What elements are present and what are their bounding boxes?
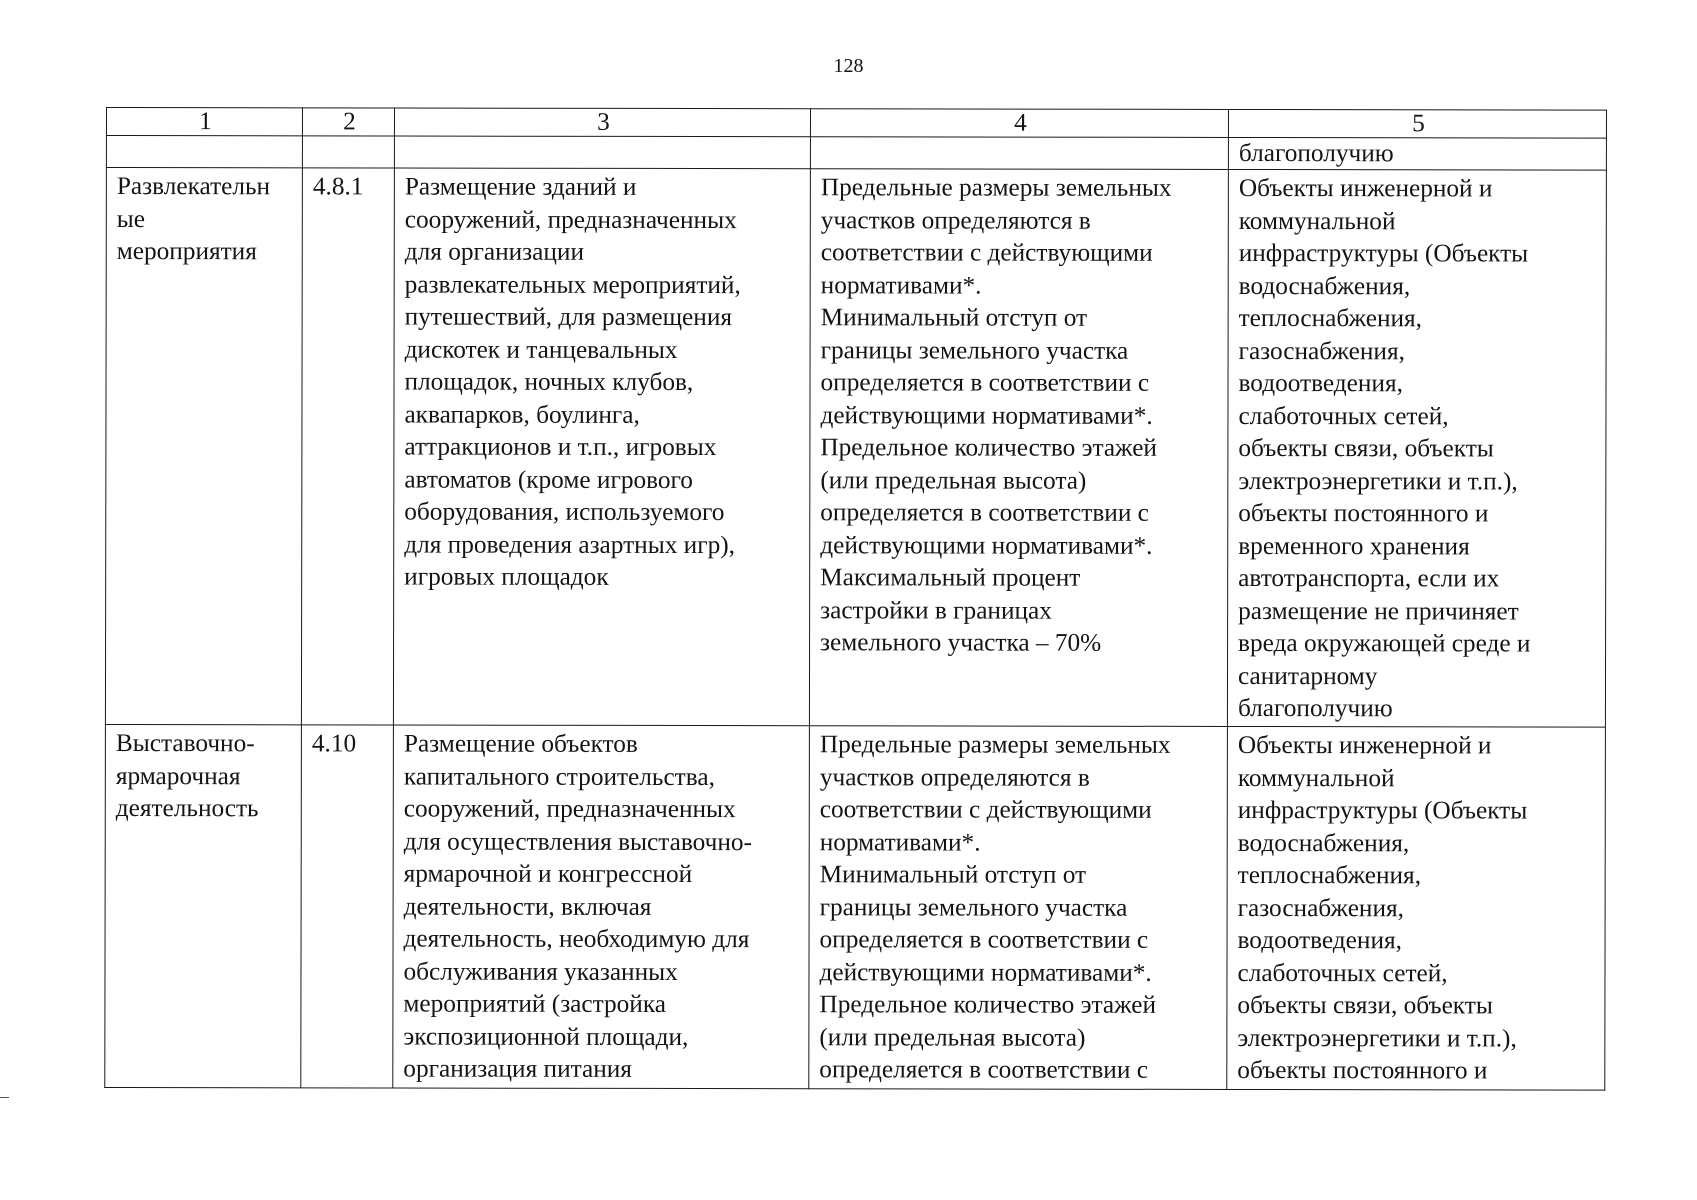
text-line: для организации (404, 237, 585, 266)
text-line: определяется в соответствии с (819, 1055, 1148, 1084)
text-line: водоотведения, (1237, 925, 1402, 955)
column-number-4: 4 (810, 109, 1228, 138)
column-number-5: 5 (1228, 109, 1606, 138)
carryover-cell-3 (394, 136, 810, 169)
text-line: коммунальной (1237, 763, 1395, 792)
text-line: слаботочных сетей, (1238, 401, 1449, 430)
text-line: объекты постоянного и (1238, 498, 1489, 528)
text-line: коммунальной (1238, 206, 1396, 235)
text-line: Максимальный процент (820, 563, 1081, 592)
use-type-parameters (809, 169, 1228, 727)
text-line: мероприятия (116, 237, 257, 266)
text-line: (или предельная высота) (820, 465, 1087, 495)
column-number-3: 3 (394, 108, 810, 137)
use-type-description (393, 725, 810, 1089)
text-line: определяется в соответствии с (819, 925, 1149, 954)
text-line: оборудования, используемого (404, 497, 725, 527)
text-line: электроэнергетики и т.п.), (1238, 466, 1518, 495)
text-line: ые (116, 204, 146, 233)
use-type-parameters (809, 726, 1228, 1090)
text-line: действующими нормативами*. (819, 957, 1152, 987)
text-line: автоматов (кроме игрового (404, 465, 693, 494)
page-number: 128 (833, 55, 864, 77)
text-line: Выставочно- (115, 729, 255, 758)
text-line: Предельное количество этажей (820, 433, 1158, 462)
text-line: Развлекательн (116, 172, 271, 201)
text-line: вреда окружающей среде и (1238, 628, 1531, 658)
text-line: участков определяются в (819, 762, 1090, 792)
text-line: капитального строительства, (403, 762, 715, 791)
text-line: деятельности, включая (403, 892, 652, 921)
text-line: организация питания (403, 1054, 632, 1083)
text-line: водоотведения, (1238, 368, 1403, 398)
text-line: водоснабжения, (1238, 271, 1411, 300)
text-line: (или предельная высота) (819, 1022, 1086, 1052)
text-line: определяется в соответствии с (820, 368, 1150, 397)
text-line: ярмарочная (115, 761, 241, 790)
text-line: границы земельного участка (819, 892, 1128, 922)
text-line: сооружений, предназначенных (403, 794, 736, 824)
carryover-row (106, 136, 1606, 171)
text-line: автотранспорта, если их (1238, 563, 1500, 593)
text-line: экспозиционной площади, (403, 1022, 689, 1051)
text-line: деятельность, необходимую для (403, 924, 750, 954)
text-line: определяется в соответствии с (820, 498, 1149, 527)
text-line: Предельное количество этажей (819, 990, 1157, 1019)
auxiliary-uses (1227, 726, 1606, 1090)
text-line: газоснабжения, (1237, 893, 1405, 922)
auxiliary-uses (1227, 169, 1606, 727)
text-line: аквапарков, боулинга, (404, 400, 640, 429)
text-line: инфраструктуры (Объекты (1238, 238, 1529, 268)
text-line: аттракционов и т.п., игровых (404, 432, 717, 462)
text-line: теплоснабжения, (1238, 303, 1423, 333)
table-row (105, 168, 1606, 728)
text-line: ярмарочной и конгрессной (403, 859, 693, 889)
text-line: игровых площадок (404, 562, 609, 591)
scan-margin-mark (0, 1097, 9, 1098)
use-type-code: 4.10 (301, 725, 394, 1088)
text-line: Размещение объектов (403, 729, 638, 758)
text-line: Предельные размеры земельных (820, 173, 1172, 202)
text-line: развлекательных мероприятий, (404, 270, 741, 299)
text-line: застройки в границах (820, 595, 1052, 625)
text-line: объекты постоянного и (1237, 1055, 1488, 1085)
text-line: мероприятий (застройка (403, 989, 667, 1018)
text-line: для проведения азартных игр), (404, 530, 736, 559)
text-line: инфраструктуры (Объекты (1237, 795, 1528, 825)
text-line: обслуживания указанных (403, 957, 678, 986)
text-line: теплоснабжения, (1237, 860, 1422, 890)
text-line: слаботочных сетей, (1237, 958, 1448, 987)
text-line: действующими нормативами*. (820, 400, 1153, 430)
text-line: дискотек и танцевальных (404, 335, 678, 364)
text-line: санитарному (1237, 661, 1378, 690)
text-line: деятельность (115, 794, 259, 823)
text-line: соответствии с действующими (819, 795, 1152, 824)
regulation-table-frame (104, 107, 1606, 1100)
text-line: Объекты инженерной и (1237, 730, 1492, 760)
text-line: нормативами*. (820, 270, 982, 300)
text-line: для осуществления выставочно- (403, 827, 753, 856)
text-line: временного хранения (1238, 531, 1470, 560)
use-type-name (105, 724, 302, 1087)
text-line: Минимальный отступ от (819, 860, 1087, 889)
regulation-table (104, 107, 1607, 1091)
carryover-cell-1 (106, 136, 302, 168)
text-line: Размещение зданий и (404, 172, 637, 201)
text-line: Объекты инженерной и (1238, 173, 1493, 203)
text-line: соответствии с действующими (820, 238, 1153, 267)
text-line: площадок, ночных клубов, (404, 367, 694, 397)
carryover-cell-2 (302, 136, 394, 168)
text-line: границы земельного участка (820, 335, 1129, 365)
text-line: благополучию (1237, 693, 1393, 723)
text-line: нормативами*. (819, 827, 981, 857)
text-line: сооружений, предназначенных (404, 205, 737, 234)
use-type-code: 4.8.1 (301, 168, 394, 725)
column-number-1: 1 (106, 108, 302, 136)
text-line: Минимальный отступ от (820, 303, 1088, 332)
use-type-name (105, 168, 302, 725)
column-number-2: 2 (302, 108, 394, 136)
text-line: размещение не причиняет (1238, 596, 1519, 625)
text-line: объекты связи, объекты (1238, 433, 1494, 463)
carryover-cell-4 (810, 137, 1228, 170)
text-line: водоснабжения, (1237, 828, 1410, 857)
text-line: путешествий, для размещения (404, 302, 733, 332)
use-type-description (393, 168, 810, 726)
text-line: действующими нормативами*. (820, 530, 1153, 560)
text-line: газоснабжения, (1238, 336, 1405, 365)
column-number-row (106, 108, 1606, 139)
text-line: электроэнергетики и т.п.), (1237, 1023, 1517, 1052)
text-line: земельного участка – 70% (820, 628, 1102, 657)
table-row (105, 724, 1606, 1090)
text-line: Предельные размеры земельных (819, 730, 1171, 759)
carryover-cell-5: благополучию (1228, 137, 1606, 170)
text-line: объекты связи, объекты (1237, 990, 1493, 1020)
text-line: участков определяются в (820, 205, 1091, 235)
